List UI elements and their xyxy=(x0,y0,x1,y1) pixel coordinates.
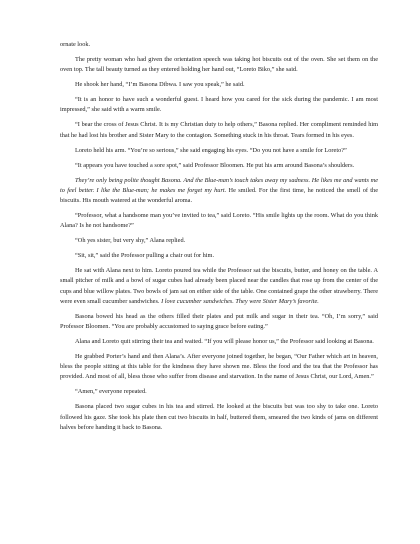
paragraph: “Sit, sit,” said the Professor pulling a chair out for him. xyxy=(75,252,215,260)
paragraph: “Oh yes sister, but very shy,” Alana replied. xyxy=(75,237,186,245)
paragraph: Basona placed two sugar cubes in his tea and stirred. He looked at the biscuits but was too shy to take one. Loreto followed his gaze. She took his plate then cut two biscuits in half, buttered them, smeared the two kinds of jams on different halves before handing it back to Basona. xyxy=(60,403,378,431)
paragraph: Alana and Loreto quit stirring their tea and waited. “If you will please honor us,” the Professor said looking at Basona. xyxy=(75,338,374,346)
paragraph: “It is an honor to have such a wonderful guest. I heard how you cared for the sick during the pandemic. I am most impressed,” she said with a warm smile. xyxy=(60,96,378,114)
paragraph: “It appears you have touched a sore spot,” said Professor Bloomen. He put his arm around Basona’s shoulders. xyxy=(75,161,355,169)
paragraph: “Professor, what a handsome man you’ve invited to tea,” said Loreto. “His smile lights up the room. What do you think Alana? Is he not handsome?” xyxy=(60,212,378,230)
paragraph: “Amen,” everyone repeated. xyxy=(75,388,147,396)
paragraph: “I bear the cross of Jesus Christ. It is my Christian duty to help others,” Basona replied. Her compliment reminded him that he had lost his brother and Sister Mary to the contagion. Something stuck in his throat. Tears formed in his eyes. xyxy=(60,121,378,139)
paragraph: He sat with Alana next to him. Loreto poured tea while the Professor sat the biscuits, butter, and honey on the table. A small pitcher of milk and a bowl of sugar cubes had already been placed near the candles that rose up from the center of the cups and blue willow plates. Two bowls of jam sat on either side of the table. One contained grape the other strawberry. There were even small cucumber sandwiches. I love cucumber sandwiches. They were Sister Mary’s favorite. xyxy=(60,267,378,305)
paragraph: Basona bowed his head as the others filled their plates and put milk and sugar in their tea. “Oh, I’m sorry,” said Professor Bloomen. “You are probably accustomed to saying grace before eating.” xyxy=(60,312,378,331)
paragraph: The pretty woman who had given the orientation speech was taking hot biscuits out of the oven. She set them on the oven top. The tall beauty turned as they entered holding her hand out, “Loreto Biko,” she said. xyxy=(60,56,378,74)
paragraph: Loreto held his arm. “You’re so serious,” she said engaging his eyes. “Do you not have a smile for Loreto?” xyxy=(75,146,347,154)
paragraph: They’re only being polite thought Basona. And the Blue-man’s touch takes away my sadness. He likes me and wants me to feel better. I like the Blue-man; he makes me forget my hurt. He smiled. For the first time, he noticed the smell of the biscuits. His mouth watered at the wonderful aroma. xyxy=(60,176,378,205)
paragraph: He shook her hand, “I’m Basona Dibwa. I saw you speak,” he said. xyxy=(75,81,245,89)
paragraph: He grabbed Porter’s hand and then Alana’s. After everyone joined together, he began, “Our Father which art in heaven, bless the people sitting at this table for the kindness they have shown me. Bless the food and the tea that the Professor has provided. And most of all, bless those who suffer from disease and starvation. In the name of Jesus Christ, our Lord, Amen.” xyxy=(60,353,378,381)
page-body xyxy=(60,40,378,438)
paragraph: ornate look. xyxy=(60,41,91,48)
italic-thought: They’re only being polite thought Basona. And the Blue-man’s touch takes away my sadness. He likes me and wants me to feel better. I like the Blue-man; he makes me forget my hurt. xyxy=(60,176,378,194)
italic-thought: I love cucumber sandwiches. They were Sister Mary’s favorite. xyxy=(159,297,319,305)
